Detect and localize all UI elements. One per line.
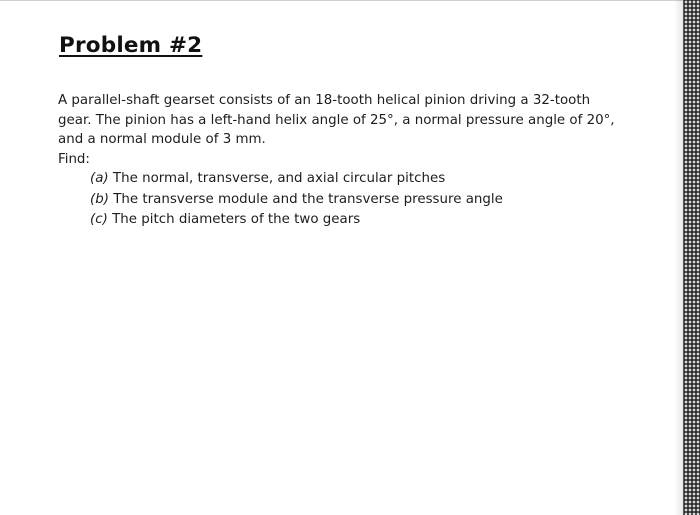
find-list [58, 169, 658, 231]
dotted-edge-border [683, 0, 700, 515]
top-divider [0, 0, 700, 1]
statement-line: A parallel-shaft gearset consists of an 18-tooth helical pinion driving a 32-tooth [58, 93, 591, 108]
problem-body [58, 91, 658, 231]
find-item-text: The transverse module and the transverse pressure angle [113, 191, 503, 207]
find-item-tag: (b) [90, 191, 109, 207]
find-label: Find: [58, 151, 90, 167]
problem-title: Problem #2 [59, 33, 203, 58]
find-item-tag: (c) [90, 212, 108, 227]
find-item-tag: (a) [90, 171, 109, 186]
find-item [90, 169, 658, 190]
find-item [90, 210, 658, 231]
find-item-text: The normal, transverse, and axial circular pitches [112, 171, 446, 186]
statement-line: gear. The pinion has a left-hand helix angle of 25°, a normal pressure angle of 20°, [58, 112, 615, 128]
find-item [90, 190, 658, 211]
find-item-text: The pitch diameters of the two gears [112, 212, 361, 227]
statement-line: and a normal module of 3 mm. [58, 132, 266, 147]
